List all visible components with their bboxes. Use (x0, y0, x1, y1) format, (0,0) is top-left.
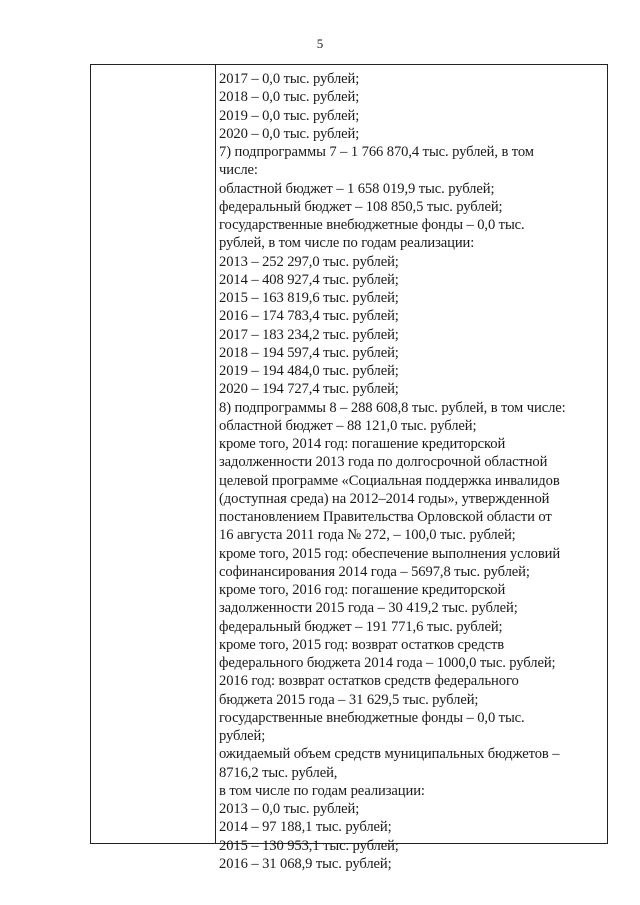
text-line: 2016 – 31 068,9 тыс. рублей; (219, 855, 392, 872)
text-line: числе: (219, 162, 258, 179)
text-line: 2015 – 163 819,6 тыс. рублей; (219, 290, 399, 306)
text-line: 2017 – 0,0 тыс. рублей; (219, 71, 360, 87)
text-line: государственные внебюджетные фонды – 0,0 тыс. (219, 217, 525, 233)
text-line: 2014 – 408 927,4 тыс. рублей; (219, 271, 399, 288)
text-line: 2018 – 194 597,4 тыс. рублей; (219, 344, 399, 361)
text-line: 2020 – 0,0 тыс. рублей; (219, 125, 360, 142)
text-line: 8) подпрограммы 8 – 288 608,8 тыс. рублей, в том числе: (219, 399, 566, 416)
table-cell-content (219, 70, 603, 873)
text-line: софинансирования 2014 года – 5697,8 тыс. рублей; (219, 563, 530, 580)
text-line: областной бюджет – 1 658 019,9 тыс. рублей; (219, 180, 495, 197)
text-line: 2019 – 0,0 тыс. рублей; (219, 107, 360, 124)
text-line: 2014 – 97 188,1 тыс. рублей; (219, 819, 392, 836)
text-line: целевой программе «Социальная поддержка инвалидов (219, 472, 560, 489)
text-line: 7) подпрограммы 7 – 1 766 870,4 тыс. рублей, в том (219, 144, 534, 160)
text-line: федеральный бюджет – 191 771,6 тыс. рублей; (219, 618, 503, 635)
text-line: задолженности 2015 года – 30 419,2 тыс. рублей; (219, 600, 518, 617)
text-line: задолженности 2013 года по долгосрочной областной (219, 454, 548, 471)
text-line: рублей, в том числе по годам реализации: (219, 235, 475, 252)
text-line: (доступная среда) на 2012–2014 годы», утвержденной (219, 490, 550, 507)
text-line: 8716,2 тыс. рублей, (219, 764, 338, 781)
text-line: бюджета 2015 года – 31 629,5 тыс. рублей; (219, 691, 479, 708)
text-line: федерального бюджета 2014 года – 1000,0 тыс. рублей; (219, 655, 556, 671)
text-line: федеральный бюджет – 108 850,5 тыс. рублей; (219, 198, 503, 215)
text-line: 2016 год: возврат остатков средств федерального (219, 673, 519, 690)
text-line: 2017 – 183 234,2 тыс. рублей; (219, 326, 399, 343)
text-line: постановлением Правительства Орловской области от (219, 509, 552, 525)
text-line: государственные внебюджетные фонды – 0,0 тыс. (219, 709, 525, 726)
text-line: кроме того, 2015 год: возврат остатков средств (219, 636, 505, 653)
text-line: в том числе по годам реализации: (219, 782, 425, 799)
column-divider (215, 64, 216, 844)
text-line: 2020 – 194 727,4 тыс. рублей; (219, 381, 399, 398)
text-line: областной бюджет – 88 121,0 тыс. рублей; (219, 417, 477, 434)
text-line: ожидаемый объем средств муниципальных бюджетов – (219, 746, 560, 763)
text-line: 2018 – 0,0 тыс. рублей; (219, 89, 360, 106)
text-line: 2019 – 194 484,0 тыс. рублей; (219, 363, 399, 379)
text-line: 2016 – 174 783,4 тыс. рублей; (219, 308, 399, 325)
text-line: кроме того, 2016 год: погашение кредиторской (219, 582, 506, 598)
text-line: кроме того, 2015 год: обеспечение выполнения условий (219, 545, 561, 562)
text-line: 2013 – 252 297,0 тыс. рублей; (219, 253, 399, 270)
text-line: 2015 – 130 953,1 тыс. рублей; (219, 837, 399, 854)
text-line: кроме того, 2014 год: погашение кредиторской (219, 436, 506, 452)
text-line: 2013 – 0,0 тыс. рублей; (219, 801, 360, 817)
page-number: 5 (316, 36, 324, 51)
text-line: 16 августа 2011 года № 272, – 100,0 тыс. рублей; (219, 527, 516, 544)
text-line: рублей; (219, 728, 266, 744)
